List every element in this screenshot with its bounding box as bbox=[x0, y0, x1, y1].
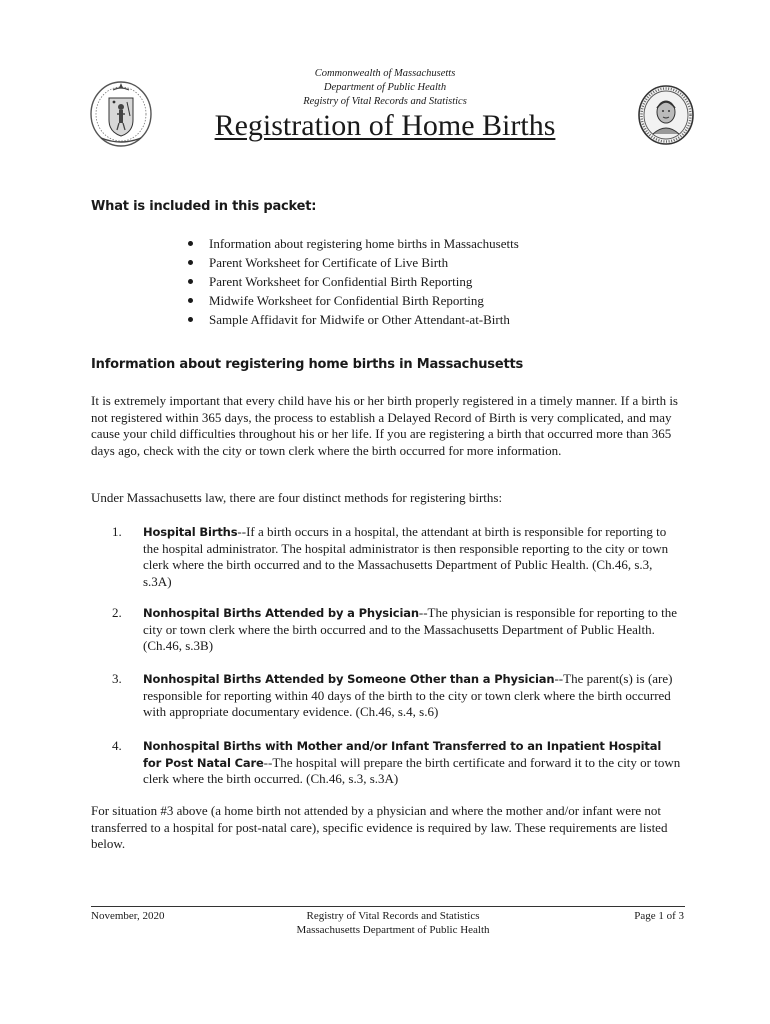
list-item: Midwife Worksheet for Confidential Birth Reporting bbox=[186, 291, 519, 310]
packet-contents-list bbox=[186, 234, 519, 329]
agency-line-registry: Registry of Vital Records and Statistics bbox=[303, 96, 467, 107]
public-health-seal-icon bbox=[637, 84, 695, 146]
agency-line-department: Department of Public Health bbox=[323, 82, 447, 93]
method-text: --The parent(s) is (are) responsible for reporting within 40 days of the birth to the city or town clerk where the birth occurred with appropriate documentary evidence. (Ch.46, s.4, s.6) bbox=[143, 671, 673, 720]
methods-intro-paragraph: Under Massachusetts law, there are four distinct methods for registering births: bbox=[91, 490, 503, 505]
intro-paragraph: It is extremely important that every child have his or her birth properly registered in a timely manner. If a birth is not registered within 365 days, the process to establish a Delayed Record of Birth is very complicated, and may cause your child difficulties throughout his or her life. If you are registering a birth that occurred more than 365 days ago, check with the city or town clerk where the birth occurred for more information. bbox=[91, 393, 678, 458]
method-body bbox=[143, 605, 683, 655]
method-number: 2. bbox=[112, 605, 122, 620]
list-item: Sample Affidavit for Midwife or Other Attendant-at-Birth bbox=[186, 310, 519, 329]
footer-org-line-registry: Registry of Vital Records and Statistics bbox=[306, 910, 480, 922]
situation-paragraph: For situation #3 above (a home birth not attended by a physician and where the mother and/or infant were not transferred to a hospital for post-natal care), specific evidence is required by law. These requirements are listed below. bbox=[91, 803, 668, 852]
info-heading: Information about registering home births in Massachusetts bbox=[91, 357, 524, 372]
packet-heading: What is included in this packet: bbox=[91, 199, 317, 214]
method-body bbox=[143, 524, 683, 590]
footer-org-line-department: Massachusetts Department of Public Health bbox=[296, 924, 490, 936]
footer-date: November, 2020 bbox=[91, 910, 165, 922]
method-body bbox=[143, 738, 683, 788]
method-term: Nonhospital Births Attended by a Physician bbox=[143, 606, 419, 620]
method-text: --If a birth occurs in a hospital, the attendant at birth is responsible for reporting to the hospital administrator. The hospital administrator is then responsible reporting to the city or town clerk where the birth occurred and to the Massachusetts Department of Public Health. (Ch.46, s.3, s.3A) bbox=[143, 524, 669, 589]
method-number: 3. bbox=[112, 671, 122, 686]
list-item: Information about registering home births in Massachusetts bbox=[186, 234, 519, 253]
list-item: Parent Worksheet for Confidential Birth Reporting bbox=[186, 272, 519, 291]
document-title: Registration of Home Births bbox=[214, 109, 556, 142]
method-text: --The hospital will prepare the birth certificate and forward it to the city or town clerk where the birth occurred. (Ch.46, s.3, s.3A) bbox=[143, 754, 681, 787]
list-item: Parent Worksheet for Certificate of Live Birth bbox=[186, 253, 519, 272]
method-term: Nonhospital Births Attended by Someone Other than a Physician bbox=[143, 672, 555, 686]
method-number: 4. bbox=[112, 738, 122, 753]
method-body bbox=[143, 671, 683, 721]
method-number: 1. bbox=[112, 524, 122, 539]
agency-line-commonwealth: Commonwealth of Massachusetts bbox=[314, 68, 456, 79]
footer-page-number: Page 1 of 3 bbox=[634, 910, 684, 922]
method-term: Hospital Births bbox=[143, 525, 238, 539]
method-term: Nonhospital Births with Mother and/or Infant Transferred to an Inpatient Hospital for Post Natal Care bbox=[143, 739, 662, 770]
footer-divider bbox=[91, 906, 685, 907]
method-text: --The physician is responsible for reporting to the city or town clerk where the birth occurred and to the Massachusetts Department of Public Health. (Ch.46, s.3B) bbox=[143, 605, 678, 654]
